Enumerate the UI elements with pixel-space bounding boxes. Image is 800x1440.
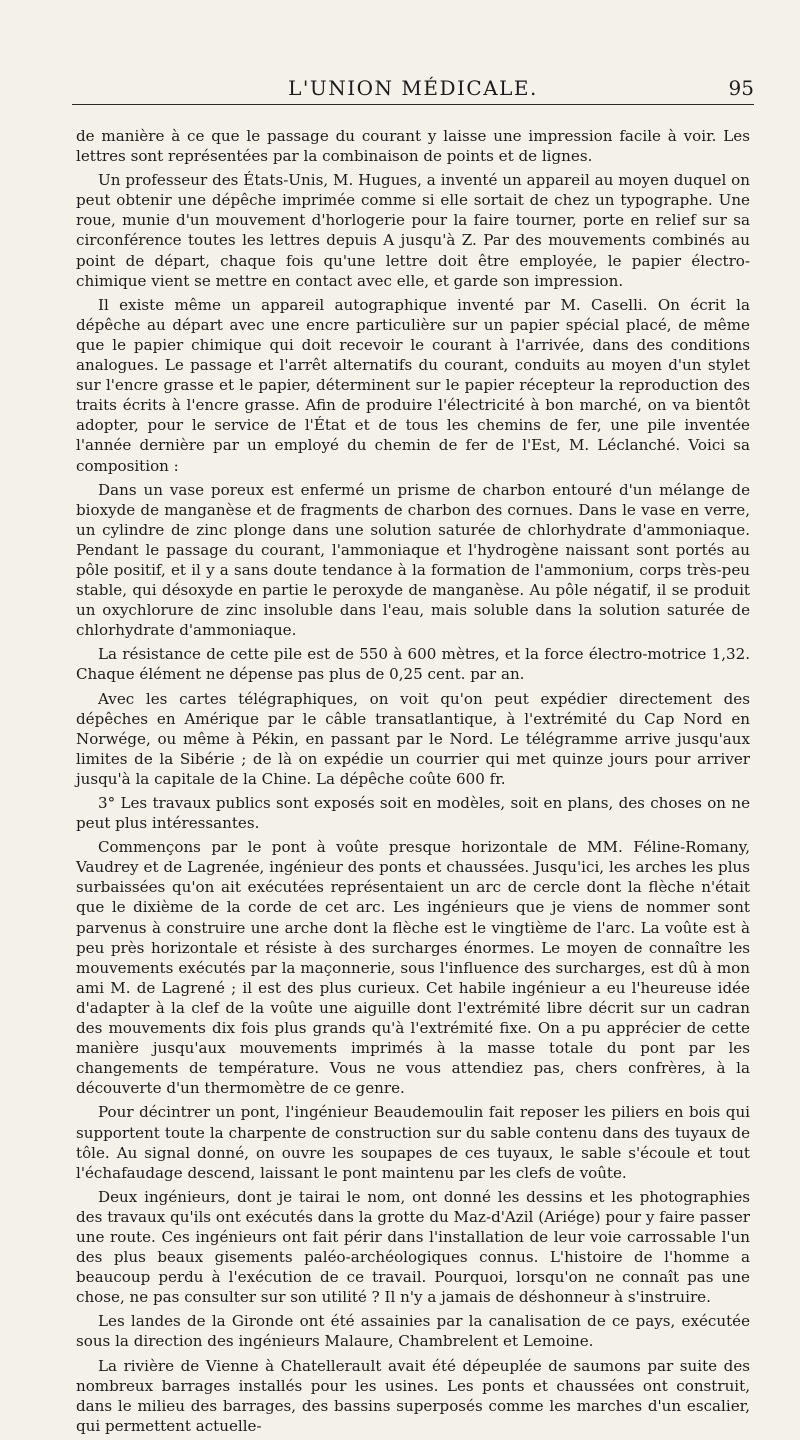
paragraph-caselli-autograph: Il existe même un appareil autographique inventé par M. Caselli. On écrit la dépêche au départ avec une encre particulière sur un papier spécial placé, de même que le papier chimique qui doit recevoir le courant à l'arrivée, dans des conditions analogues. Le passage et l'arrêt alternatifs du courant, conduits au moyen d'un stylet sur l'encre grasse et le papier, déterminent sur le papier récepteur la reproduction des traits écrits à l'encre grasse. Afin de produire l'électricité à bon marché, on va bientôt adopter, pour le service de l'État et de tous les chemins de fer, une pile inventée l'année dernière par un employé du chemin de fer de l'Est, M. Léclanché. Voici sa composition : [76, 295, 750, 475]
paragraph-telegraph-maps: Avec les cartes télégraphiques, on voit qu'on peut expédier directement des dépêches en Amérique par le câble transatlantique, à l'extrémité du Cap Nord en Norwége, ou même à Pékin, en passant par le Nord. Le télégramme arrive jusqu'aux limites de la Sibérie ; de là on expédie un courrier qui met quinze jours pour arriver jusqu'à la capitale de la Chine. La dépêche coûte 600 fr. [76, 689, 750, 788]
running-head [72, 74, 754, 105]
paragraph-decentering-bridge: Pour décintrer un pont, l'ingénieur Beaudemoulin fait reposer les piliers en bois qui supportent toute la charpente de construction sur du sable contenu dans des tuyaux de tôle. Au signal donné, on ouvre les soupapes de ces tuyaux, le sable s'écoule et tout l'échafaudage descend, laissant le pont maintenu par les clefs de voûte. [76, 1103, 750, 1182]
paragraph-hugues-telegraph: Un professeur des États-Unis, M. Hugues, a inventé un appareil au moyen duquel on peut obtenir une dépêche imprimée comme si elle sortait de chez un typographe. Une roue, munie d'un mouvement d'horlogerie pour la faire tourner, porte en relief sur sa circonférence toutes les lettres depuis A jusqu'à Z. Par des mouvements combinés au point de départ, chaque fois qu'une lettre doit être employée, le papier électro-chimique vient se mettre en contact avec elle, et garde son impression. [76, 171, 750, 290]
article-body [76, 126, 750, 1440]
paragraph-gironde-landes: Les landes de la Gironde ont été assainies par la canalisation de ce pays, exécutée sous la direction des ingénieurs Malaure, Chambrelent et Lemoine. [76, 1312, 750, 1351]
paragraph-vienne-river: La rivière de Vienne à Chatellerault avait été dépeuplée de saumons par suite des nombreux barrages installés pour les usines. Les ponts et chaussées ont construit, dans le milieu des barrages, des bassins superposés comme les marches d'un escalier, qui permettent actuelle- [76, 1356, 750, 1435]
journal-title: L'UNION MÉDICALE. [288, 76, 538, 100]
paragraph-battery-resistance: La résistance de cette pile est de 550 à 600 mètres, et la force électro-motrice 1,32. Chaque élément ne dépense pas plus de 0,25 cent. par an. [76, 645, 750, 684]
paragraph-battery-composition: Dans un vase poreux est enfermé un prisme de charbon entouré d'un mélange de bioxyde de manganèse et de fragments de charbon des cornues. Dans le vase en verre, un cylindre de zinc plonge dans une solution saturée de chlorhydrate d'ammoniaque. Pendant le passage du courant, l'ammoniaque et l'hydrogène naissant sont portés au pôle positif, et il y a sans doute tendance à la formation de l'ammonium, corps très-peu stable, qui désoxyde en partie le peroxyde de manganèse. Au pôle négatif, il se produit un oxychlorure de zinc insoluble dans l'eau, mais soluble dans la solution saturée de chlorhydrate d'ammoniaque. [76, 480, 750, 640]
paragraph-maz-d-azil-grotto: Deux ingénieurs, dont je tairai le nom, ont donné les dessins et les photographies des travaux qu'ils ont exécutés dans la grotte du Maz-d'Azil (Ariége) pour y faire passer une route. Ces ingénieurs ont fait périr dans l'installation de leur voie carrossable l'un des plus beaux gisements paléo-archéologiques connus. L'histoire de l'homme a beaucoup perdu à l'exécution de ce travail. Pourquoi, lorsqu'on ne connaît pas une chose, ne pas consulter sur son utilité ? Il n'y a jamais de déshonneur à s'instruire. [76, 1187, 750, 1307]
paragraph-horizontal-arch-bridge: Commençons par le pont à voûte presque horizontale de MM. Féline-Romany, Vaudrey et de Lagrenée, ingénieur des ponts et chaussées. Jusqu'ici, les arches les plus surbaissées qu'on ait exécutées représentaient un arc de cercle dont la flèche n'était que le dixième de la corde de cet arc. Les ingénieurs que je viens de nommer sont parvenus à construire une arche dont la flèche est le vingtième de l'arc. La voûte est à peu près horizontale et résiste à des surcharges énormes. Le moyen de connaître les mouvements exécutés par la maçonnerie, sous l'influence des surcharges, est dû à mon ami M. de Lagrené ; il est des plus curieux. Cet habile ingénieur a eu l'heureuse idée d'adapter à la clef de la voûte une aiguille dont l'extrémité libre décrit sur un cadran des mouvements dix fois plus grands qu'à l'extrémité fixe. On a pu apprécier de cette manière jusqu'aux mouvements imprimés à la masse totale du pont par les changements de température. Vous ne vous attendiez pas, chers confrères, à la découverte d'un thermomètre de ce genre. [76, 838, 750, 1098]
paragraph-continuation: de manière à ce que le passage du courant y laisse une impression facile à voir. Les lettres sont représentées par la combinaison de points et de lignes. [76, 127, 750, 166]
page-number: 95 [728, 76, 754, 100]
paragraph-public-works-heading: 3° Les travaux publics sont exposés soit en modèles, soit en plans, des choses on ne peut plus intéressantes. [76, 794, 750, 833]
